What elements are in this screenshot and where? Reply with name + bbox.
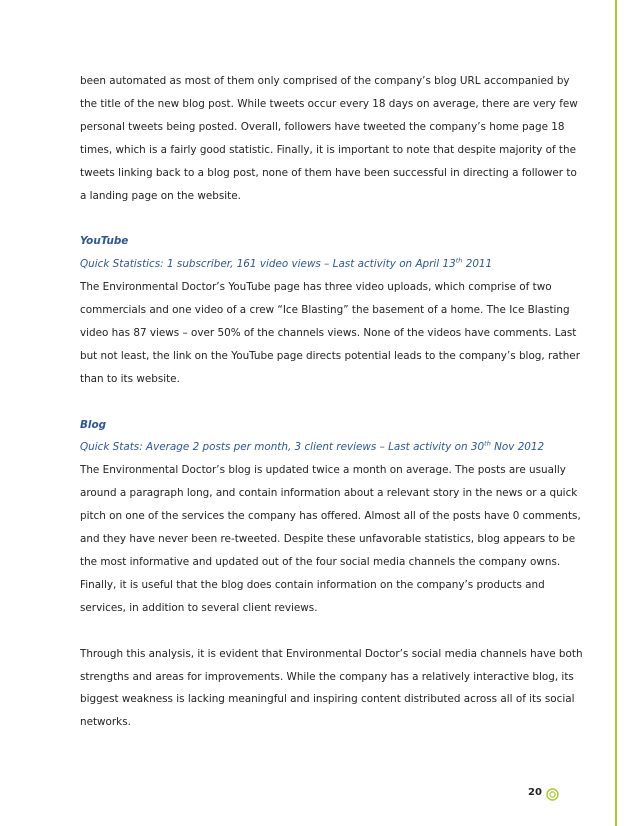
page-content — [80, 70, 585, 734]
blog-stats-ordinal: th — [484, 440, 491, 448]
blog-stats-date: Nov 2012 — [490, 441, 545, 454]
blog-stats-text: Quick Stats: Average 2 posts per month, 3 client reviews – Last activity on 30 — [80, 441, 485, 454]
youtube-quick-stats — [80, 253, 585, 276]
spacer — [80, 207, 585, 230]
blog-paragraph: The Environmental Doctor’s blog is updated twice a month on average. The posts are usually around a paragraph long, and contain information about a relevant story in the news or a quick pitch on one of the services the company has offered. Almost all of the posts have 0 comments, and they have never been re-tweeted. Despite these unfavorable statistics, blog appears to be the most informative and updated out of the four social media channels the company owns. Finally, it is useful that the blog does contain information on the company’s products and services, in addition to several client reviews. — [80, 464, 581, 614]
section-heading-youtube: YouTube — [80, 235, 129, 248]
page-number: 20 — [528, 787, 542, 798]
green-circle-icon — [546, 786, 559, 799]
blog-quick-stats — [80, 436, 585, 459]
paragraph-twitter-continued: been automated as most of them only comprised of the company’s blog URL accompanied by the title of the new blog post. While tweets occur every 18 days on average, there are very few personal tweets being posted. Overall, followers have tweeted the company’s home page 18 times, which is a fairly good statistic. Finally, it is important to note that despite majority of the tweets linking back to a blog post, none of them have been successful in directing a follower to a landing page on the website. — [80, 75, 578, 202]
page-footer — [528, 786, 559, 799]
youtube-stats-year: 2011 — [462, 258, 493, 271]
conclusion-paragraph: Through this analysis, it is evident that Environmental Doctor’s social media channels have both strengths and areas for improvements. While the company has a relatively interactive blog, its biggest weakness is lacking meaningful and inspiring content distributed across all of its social networks. — [80, 647, 583, 729]
youtube-paragraph: The Environmental Doctor’s YouTube page has three video uploads, which comprise of two commercials and one video of a crew “Ice Blasting” the basement of a home. The Ice Blasting video has 87 views – over 50% of the channels views. None of the videos have comments. Last but not least, the link on the YouTube page directs potential leads to the company’s blog, rather than to its website. — [80, 281, 580, 385]
spacer — [80, 391, 585, 414]
youtube-stats-ordinal: th — [455, 256, 463, 265]
spacer — [80, 620, 585, 643]
page-border-rule — [615, 0, 617, 826]
section-heading-blog: Blog — [80, 418, 107, 431]
youtube-stats-text: Quick Statistics: 1 subscriber, 161 video views – Last activity on April 13 — [80, 258, 456, 271]
